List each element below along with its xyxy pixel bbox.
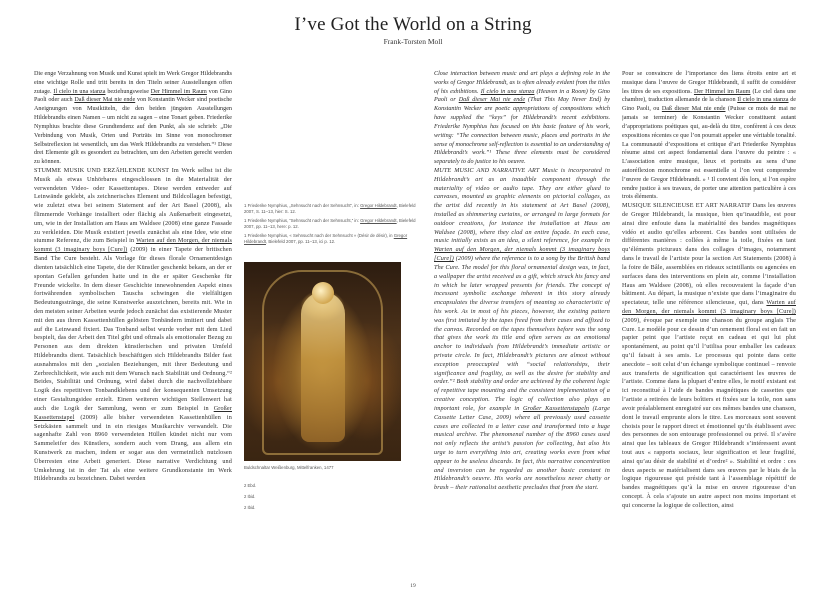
german-paragraph-2: STUMME MUSIK UND ERZÄHLENDE KUNST Im Werk selbst ist die Musik als etwas Unhörbares eingeschlossen in die Materialität der verwendeten Video- oder Kassettentapes. Diese werden entweder auf Leinwände geklebt, als zeichnerisches Element und Bildcollagen befestigt, wie zuletzt etwa bei seinem Statement auf der Art Basel (2008), als flimmernde Vorhänge installiert oder flächig als Außenarbeit eingesetzt, um, wie in der Installation am Haus am Waldsee (2008) eine ganze Fassade zu verkleiden. Die Musik existiert jeweils zunächst als eine Idee, wie eine stumme Referenz, die zum Beispiel in Warten auf den Morgen, der niemals kommt (3 imaginary boys [Cure]) (2009) in einer Tapete der britischen Band The Cure besteht. Als Vorlage für dieses florale Ornamentdesign dienten tatsächlich eine Tapete, die der Künstler geschenkt bekam, an der er spontan Gefallen gefunden hatte und in die er später Geschenke für Freunde wickelte. In dem dieser Geschichte innewohnenden Aspekt eines fortwährenden symbolischen Tauschs schwingen die vielfältigen Bedeutungsstränge, die seine Kunstwerke auszeichnen, bereits mit. Wie in den meisten seiner Arbeiten wurde jedoch zunächst das existierende Muster mit den aus ihren Kassettenhüllen gelösten Tonbändern imitiert und dabei auf die Leinwand fixiert. Das Tonband selbst wurde vorher mit dem Lied bespielt, das der Arbeit den Titel gibt und oftmals als emotionaler Bezug zu Personen aus dem direkten künstlerischen und privaten Umfeld Hildebrandts dient. Tatsächlich beschäftigen sich Hildebrandts Bilder fast ausnahmslos mit den „sozialen Beziehungen, mit ihrer Bedeutung und Zerbrechlichkeit, wie auch mit dem Wunsch nach Stabilität und Ordnung.“² Beides, Stabilität und Ordnung, wird dabei durch die nachvollziehbare Logik des repetitiven Tonbandklebens und der konsequenten Umsetzung einer Gestaltungsidee erzielt. Einen weiteren wichtigen Stellenwert hat auch die Logik der Sammlung, wenn er zum Beispiel in Großer Kassettenstapel (2009) alle bisher verwendeten Kassettenhüllen in Setzkästen sammelt und in ein riesiges Musikarchiv verwandelt. Die sagenhafte Zahl von 8960 verwendeten Hüllen kündet nicht nur vom Sammeleifer des Künstlers, sondern auch vom Drang, aus allem ein Kunstwerk zu machen, indem er sogar aus den vermeintlich nutzlosen Überresten eine Arbeit generiert. Diese narrative Verdichtung und Umkehrung ist in der Tat als eine weitere Grundkonstante im Werk Hildebrandts zu bezeichnen. Dabei werden bbox=[34, 167, 232, 483]
french-paragraph-2: MUSIQUE SILENCIEUSE ET ART NARRATIF Dans les œuvres de Gregor Hildebrandt, la musique, bien qu’inaudible, est pour ainsi dire enfouie dans la matérialité des bandes magnétiques vidéo et audio qu’elles arborent. Ces bandes sont utilisées de différentes manières : collées à même la toile, fixées en tant qu’éléments picturaux dans des collages d’images, notamment dans le travail de l’artiste pour la section Art Statements (2008) à la foire de Bâle, assemblées en rideaux scintillants ou agencées en surfaces dans des interventions en plein air, comme l’installation Haus am Waldsee (2008), où elles recouvraient la façade d’un bâtiment. Au départ, la musique n’existe que dans l’imaginaire du spectateur, telle une référence silencieuse, qui, dans Warten auf den Morgen, der niemals kommt (3 imaginary boys [Cure]) (2009), évoque par exemple une chanson du groupe anglais The Cure. Le modèle pour ce dessin d’un ornement floral est en fait un papier peint que l’artiste reçut en cadeau et qui lui plut spontanément, au point qu’il l’utilisa pour emballer les cadeaux qu’il faisait à ses amis. Le processus qui pointe dans cette anecdote – soit celui d’un échange symbolique continuel – renvoie aux transferts de signification qui caractérisent les œuvres de l’artiste. Comme dans la plupart d’entre elles, le motif existant est ici reconstitué à l’aide de bandes magnétiques de cassettes que l’artiste a retirées de leurs boîtiers et fixées sur la toile, non sans avoir préalablement enregistré sur ces mêmes bandes une chanson, dont le travail emprunte alors le titre. Les morceaux sont souvent choisis pour le rapport direct et émotionnel qu’ils établissent avec des personnes de son entourage professionnel ou privé. Il s’avère ainsi que les tableaux de Gregor Hildebrandt s’intéressent avant tout aux « rapports sociaux, leur signification et leur fragilité, ainsi qu’au désir de stabilité et d’ordre² ». Stabilité et ordre : ces deux aspects se matérialisent dans ses œuvres par le biais de la logique rigoureuse qui préside tant à l’assemblage répétitif de bandes magnétiques qu’à la mise en œuvre rigoureuse d’un concept. À cela s’ajoute un autre aspect non moins important et qui concerne la logique de collection, ainsi bbox=[622, 203, 796, 509]
photo-caption: Buldschnaltar Weißenburg, Mittelfranken, 1477 bbox=[244, 465, 334, 470]
footnote-fr: 1 Friederike Nymphius, « Sehnsucht nach der Sehnsucht » (Désir de désir), in Gregor Hildebrandt, Bielefeld 2007, pp. 11–13, ici p. 12. bbox=[244, 233, 408, 245]
title-reference: Daß dieser Mai nie ende bbox=[661, 106, 726, 113]
footnote-2-fr: 2 Ibid. bbox=[244, 505, 256, 510]
madonna-figure bbox=[301, 292, 345, 442]
article-title: I’ve Got the World on a String bbox=[294, 14, 532, 35]
title-reference: Warten auf den Morgen, der niemals kommt (3 imaginary boys [Cure]) bbox=[34, 238, 232, 254]
title-reference: Il cielo in una stanza bbox=[737, 97, 789, 104]
german-paragraph-1: Die enge Verzahnung von Musik und Kunst spielt im Werk Gregor Hildebrandts eine wichtige Rolle und tritt bereits in den Titeln seiner Ausstellungen offen zutage. Il cielo in una stanza beziehungsweise Der Himmel im Raum von Gino Paoli oder auch Daß dieser Mai nie ende von Konstantin Wecker sind poetische Aneignungen von Musiktiteln, die den beiden jüngsten Ausstellungen Hildebrandts einen Namen – um nicht zu sagen – eine Tonart geben. Friederike Nymphius brachte diese Grundtendenz auf den Punkt, als sie schrieb: „Die Verbindung von Musik, Orten und Porträts im Sinne von monochromer Selbstreflexion ist wesentlich, um das Werk Hildebrandts zu verstehen.“¹ Diese drei Elemente gilt es gesondert zu betrachten, um den Arbeiten gerecht werden zu können. bbox=[34, 71, 232, 166]
title-reference: Der Himmel im Raum bbox=[150, 88, 207, 95]
title-reference: Warten auf den Morgen, der niemals kommt (3 imaginary boys [Cure]) bbox=[622, 300, 796, 315]
title-reference: Il cielo in una stanza bbox=[53, 88, 106, 95]
title-reference: Warten auf den Morgen, der niemals kommt (3 imaginary boys [Cure]) bbox=[434, 247, 610, 263]
title-reference: Daß dieser Mai nie ende bbox=[74, 97, 136, 104]
english-column bbox=[434, 70, 610, 585]
french-column bbox=[622, 70, 796, 585]
title-reference: Der Himmel im Raum bbox=[693, 88, 751, 95]
section-heading: STUMME MUSIK UND ERZÄHLENDE KUNST bbox=[34, 167, 170, 174]
footnote-en: 1 Friederike Nymphius, “Sehnsucht nach der Sehnsucht,” in: Gregor Hildebrandt, Bielefeld 2007, pp. 11–13, here: p. 12. bbox=[244, 218, 416, 230]
footnote-de: 1 Friederike Nymphius, „Sehnsucht nach der Sehnsucht“, in: Gregor Hildebrandt, Bielefeld 2007, S. 11–13, hier: S. 12. bbox=[244, 203, 416, 215]
title-reference: Großer Kassettenstapeln bbox=[522, 405, 590, 412]
section-heading: MUSIQUE SILENCIEUSE ET ART NARRATIF bbox=[622, 203, 751, 210]
title-reference: Il cielo in una stanza bbox=[480, 88, 535, 95]
footnotes-1 bbox=[244, 203, 422, 249]
footnote-2-en: 2 Ibid. bbox=[244, 494, 256, 499]
english-paragraph-2: MUTE MUSIC AND NARRATIVE ART Music is incorporated in Hildebrandt’s art as an inaudible component through the materiality of video or audio tape. They are either glued to canvases, mounted as graphic elements on pictorial collages, as the artist did recently in his statement at Art Basel (2008), installed as shimmering curtains, or arranged in large formats for outdoor creations, for instance the installation at Haus am Waldsee (2008), where they clad an entire façade. In each case, music initially exists as an idea, a silent reference, for example in Warten auf den Morgen, der niemals kommt (3 imaginary boys [Cure]) (2009) where the reference is to a song by the British band The Cure. The model for this floral ornamental design was, in fact, a wallpaper the artist received as a gift, which struck his fancy and in which he later wrapped presents for friends. The concept of incessant symbolic exchange inherent in this story already encapsulates the diverse transfers of meaning so characteristic of his work. As in most of his pieces, however, the existing pattern was first imitated by the tapes freed from their cases and affixed to the canvas. Recorded on the tapes themselves before was the song that gives the work its title and often serves as an emotional anchor to individuals from Hildebrandt’s immediate artistic or private circle. In fact, Hildebrandt’s pictures are almost without exception preoccupied with “social relationships, their significance and fragility, as well as the desire for stability and order.”² Both stability and order are achieved by the coherent logic of repetitive tape mounting and the consistent implementation of a creative conception. The logic of collection also plays an important role, for example in Großer Kassettenstapeln (Large Cassette Letter Case, 2009) where all previously used cassette cases are collected in a letter case and transformed into a huge musical archive. The phenomenal number of the 8960 cases used not only reflects the artist’s passion for collecting, but also his urge to turn everything into art, creating works even from what appear to be useless discards. In fact, this narrative concentration and inversion can be regarded as another basic constant in Hildebrandt’s oeuvre. His works are nonetheless never chatty or brash – their rationalist aesthetic precludes that from the start. bbox=[434, 167, 610, 492]
footnotes-2 bbox=[244, 480, 422, 513]
french-paragraph-1: Pour se convaincre de l’importance des liens étroits entre art et musique dans l’œuvre de Gregor Hildebrandt, il suffit de considérer les titres de ses expositions. Der Himmel im Raum (Le ciel dans une chambre), traduction allemande de la chanson Il cielo in una stanza de Gino Paoli, ou Daß dieser Mai nie ende (Puisse ce mois de mai ne jamais se terminer) de Konstantin Wecker constituent autant d’appropriations poétiques qui, au-delà du titre, confèrent à ces deux expositions récentes ce que l’on pourrait appeler une véritable tonalité. La communauté d’expositions et critique d’art Friederike Nymphius résume ainsi cet aspect fondamental dans l’œuvre du peintre : « L’association entre musique, lieux et portraits au sens d’une autoréflexion monochrome est essentielle si l’on veut comprendre l’œuvre de Gregor Hildebrandt. » ¹ Il convient dès lors, si l’on espère rendre justice à ses travaux, de porter une attention particulière à ces trois éléments. bbox=[622, 71, 796, 201]
english-paragraph-1: Close interaction between music and art plays a defining role in the works of Gregor Hildebrandt, as is often already evident from the titles of his exhibitions. Il cielo in una stanza (Heaven in a Room) by Gino Paoli or Daß dieser Mai nie ende (That This May Never End) by Konstantin Wecker are poetic appropriations of compositions which have supplied the “keys” for Hildebrandt’s recent exhibitions. Friederike Nymphius has focused on this basic feature of his work, writing: “The connection between music, places and portraits in the sense of monochrome self-reflection is essential to an understanding of Hildebrandt’s work.”¹ These three elements must be considered separately to do justice to his oeuvre. bbox=[434, 71, 610, 166]
section-heading: MUTE MUSIC AND NARRATIVE ART bbox=[434, 167, 540, 174]
title-reference: Daß dieser Mai nie ende bbox=[458, 97, 526, 104]
article-author: Frank-Torsten Moll bbox=[383, 37, 443, 46]
altar-photo bbox=[244, 262, 401, 461]
page-number: 19 bbox=[410, 583, 416, 589]
german-column bbox=[34, 70, 232, 585]
title-reference: Großer Kassettenstapel bbox=[34, 405, 232, 421]
halo bbox=[312, 282, 334, 304]
footnote-2-de: 2 Ebd. bbox=[244, 483, 257, 488]
